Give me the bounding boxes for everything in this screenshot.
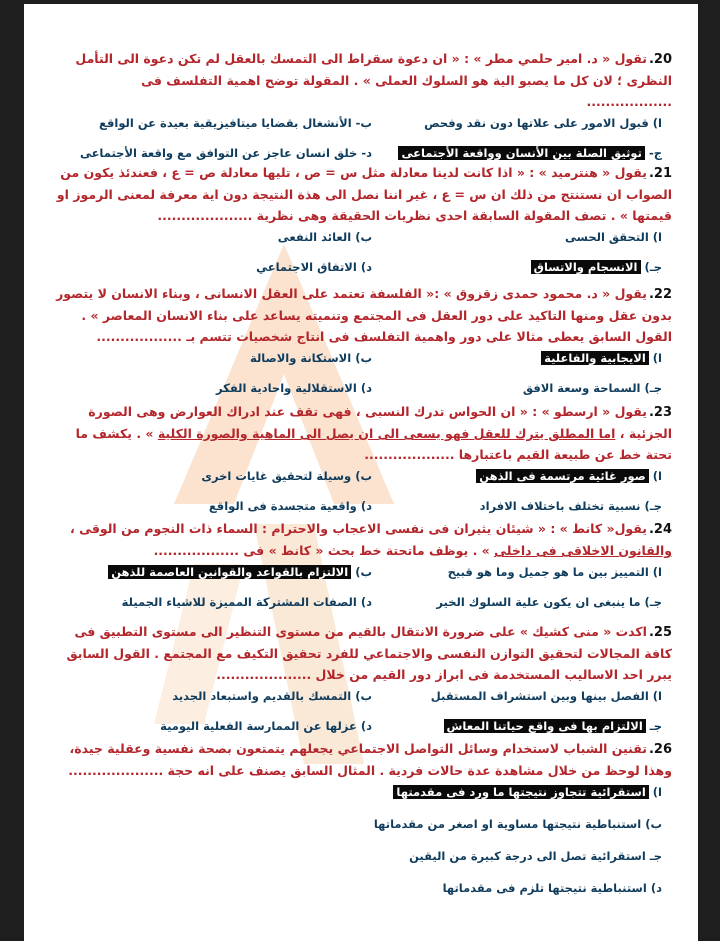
highlighted-answer: توثيق الصلة بين الأنسان وواقعة الأجتماعى xyxy=(398,146,644,160)
option-c[interactable]: جـ) ما ينبغى ان يكون علية السلوك الخير xyxy=(436,595,662,609)
option-a[interactable]: ا) صور غائية مرتسمة فى الذهن xyxy=(412,467,662,485)
option-b[interactable]: ب) الاستكانة والاصالة xyxy=(249,351,372,365)
option-b[interactable]: ب) وسيلة لتحقيق غايات اخرى xyxy=(201,469,372,483)
options-list xyxy=(52,783,672,897)
option-c[interactable]: ج- توثيق الصلة بين الأنسان وواقعة الأجتماعى xyxy=(412,144,662,162)
option-c[interactable]: جـ) الانسجام والاتساق xyxy=(412,258,662,276)
highlighted-answer: الالتزام بها فى واقع حياتنا المعاش xyxy=(444,719,646,733)
options-list xyxy=(52,687,672,735)
option-d[interactable]: د) الاتفاق الاجتماعي xyxy=(256,260,372,274)
option-a[interactable]: ا) الفصل بينها وبين استشراف المستقبل xyxy=(430,689,662,703)
option-c[interactable]: جـ) السماحة وسعة الافق xyxy=(522,381,662,395)
highlighted-answer: الايجابية والفاعلية xyxy=(541,351,649,365)
option-a[interactable]: ا) استقرائية تتجاوز نتيجتها ما ورد فى مقدمتها xyxy=(52,783,662,801)
options-list xyxy=(52,349,672,397)
option-a[interactable]: ا) التمييز بين ما هو جميل وما هو قبيح xyxy=(447,565,662,579)
option-c[interactable]: جـ استقرائية تصل الى درجة كبيرة من اليقين xyxy=(409,849,662,863)
options-list xyxy=(52,467,672,515)
options-list xyxy=(52,228,672,276)
question-number: 23. xyxy=(648,405,672,420)
question-number: 21. xyxy=(648,166,672,181)
question-number: 26. xyxy=(648,742,672,757)
question-stem: 23.يقول « ارسطو » : « ان الحواس تدرك النسبى ، فهى تقف عند ادراك العوارض وهى الصورة الجزئية ، اما المطلق يترك للعقل فهو يسعى الى ان يصل الى الماهية والصورة الكلية » . يكشف ما تحتة خط عن طبيعة القيم باعتبارها ................... xyxy=(75,404,672,462)
option-b[interactable]: ب- الأنشغال بقضايا ميتافيزيقية بعيدة عن الواقع xyxy=(99,116,372,130)
question-23 xyxy=(52,401,672,515)
question-stem: 21.يقول « هنترميد » : « اذا كانت لدينا معادلة مثل س = ص ، تليها معادلة ص = ع ، فعندئذ يكون من الصواب ان نستنتج من ذلك ان س = ع ، غير اننا نصل الى هذة النتيجة دون اية معرفة لمعنى الرموز او قيمتها » . تصف المقولة السابقة احدى نظريات الحقيقة وهى نظرية .................... xyxy=(56,165,672,223)
option-a[interactable]: ا) التحقق الحسى xyxy=(565,230,662,244)
question-25 xyxy=(52,621,672,735)
question-stem: 25.اكدت « منى كشيك » على ضرورة الانتقال بالقيم من مستوى التنظير الى مستوى التطبيق فى كافة المجالات لتحقيق التوازن النفسى والاجتماعي للفرد تحقيق التكيف مع المجتمع . القول السابق يبرر احد الاساليب المستخدمة فى ابراز دور القيم من خلال .................... xyxy=(66,624,672,682)
options-list xyxy=(52,563,672,611)
option-b[interactable]: ب) الالتزام بالقواعد والقوانين العاصمة للذهن xyxy=(122,563,372,581)
document-page xyxy=(24,4,698,941)
question-number: 24. xyxy=(648,522,672,537)
question-stem: 20.تقول « د. امير حلمي مطر » : « ان دعوة سقراط الى التمسك بالعقل لم تكن دعوة الى التأمل النظرى ؛ لان كل ما يصبو الية هو السلوك العملى » . المقولة توضح اهمية التفلسف فى .................. xyxy=(75,51,672,109)
option-c[interactable]: جـ الالتزام بها فى واقع حياتنا المعاش xyxy=(412,717,662,735)
highlighted-answer: الانسجام والاتساق xyxy=(531,260,641,274)
option-d[interactable]: د) الاستقلالية واحادية الفكر xyxy=(216,381,372,395)
question-stem: 22.يقول « د. محمود حمدى زقزوق » :« الفلسفة تعتمد على العقل الانسانى ، وبناء الانسان لا يتصور بدون عقل ومنها التاكيد على دور العقل فى المجتمع وتنميته يساعد على بناء الانسان المعاصر » . القول السابق يعطى مثالا على دور واهمية التفلسف فى انتاج شخصيات تتسم بـ .................. xyxy=(56,286,672,344)
highlighted-answer: صور غائية مرتسمة فى الذهن xyxy=(476,469,649,483)
highlighted-answer: استقرائية تتجاوز نتيجتها ما ورد فى مقدمتها xyxy=(393,785,648,799)
option-c[interactable]: جـ) نسبية تختلف باختلاف الافراد xyxy=(479,499,662,513)
options-list xyxy=(52,114,672,162)
option-a[interactable]: ا) الايجابية والفاعلية xyxy=(412,349,662,367)
option-d[interactable]: د- خلق انسان عاجز عن التوافق مع واقعة الأجتماعى xyxy=(79,146,372,160)
question-21 xyxy=(52,162,672,276)
option-b[interactable]: ب) العائد النفعى xyxy=(277,230,372,244)
option-b[interactable]: ب) استنباطية نتيجتها مساوية او اصغر من مقدماتها xyxy=(373,817,662,831)
question-number: 22. xyxy=(648,287,672,302)
option-b[interactable]: ب) التمسك بالقديم واستبعاد الجديد xyxy=(172,689,372,703)
question-number: 20. xyxy=(648,52,672,67)
question-22 xyxy=(52,283,672,397)
question-stem: 24.يقول« كانط » : « شيئان يثيران فى نفسى الاعجاب والاحترام : السماء ذات النجوم من الوقى ، والقانون الاخلاقى فى داخلى » . يوظف ماتحتة خط بحث « كانط » فى .................. xyxy=(69,521,672,558)
option-a[interactable]: ا) قبول الامور على علاتها دون نقد وفحص xyxy=(424,116,662,130)
question-26 xyxy=(52,738,672,897)
question-24 xyxy=(52,518,672,611)
question-number: 25. xyxy=(648,625,672,640)
highlighted-answer: الالتزام بالقواعد والقوانين العاصمة للذهن xyxy=(108,565,351,579)
option-d[interactable]: د) عزلها عن الممارسة الفعلية اليومية xyxy=(160,719,372,733)
question-20 xyxy=(52,48,672,162)
question-stem: 26.تقنين الشباب لاستخدام وسائل التواصل الاجتماعي يجعلهم يتمتعون بصحة نفسية وعقلية جيدة، وهذا لوحظ من خلال مشاهدة عدة حالات فردية . المثال السابق يصنف على انه حجة .................... xyxy=(68,741,672,778)
underlined-text: اما المطلق يترك للعقل فهو يسعى الى ان يصل الى الماهية والصورة الكلية xyxy=(157,426,616,441)
option-d[interactable]: د) استنباطية نتيجتها تلزم فى مقدماتها xyxy=(442,881,662,895)
option-d[interactable]: د) الصفات المشتركة المميزة للاشياء الجميلة xyxy=(121,595,372,609)
option-d[interactable]: د) واقعية متجسدة فى الواقع xyxy=(208,499,372,513)
underlined-text: والقانون الاخلاقى فى داخلى xyxy=(494,543,672,558)
